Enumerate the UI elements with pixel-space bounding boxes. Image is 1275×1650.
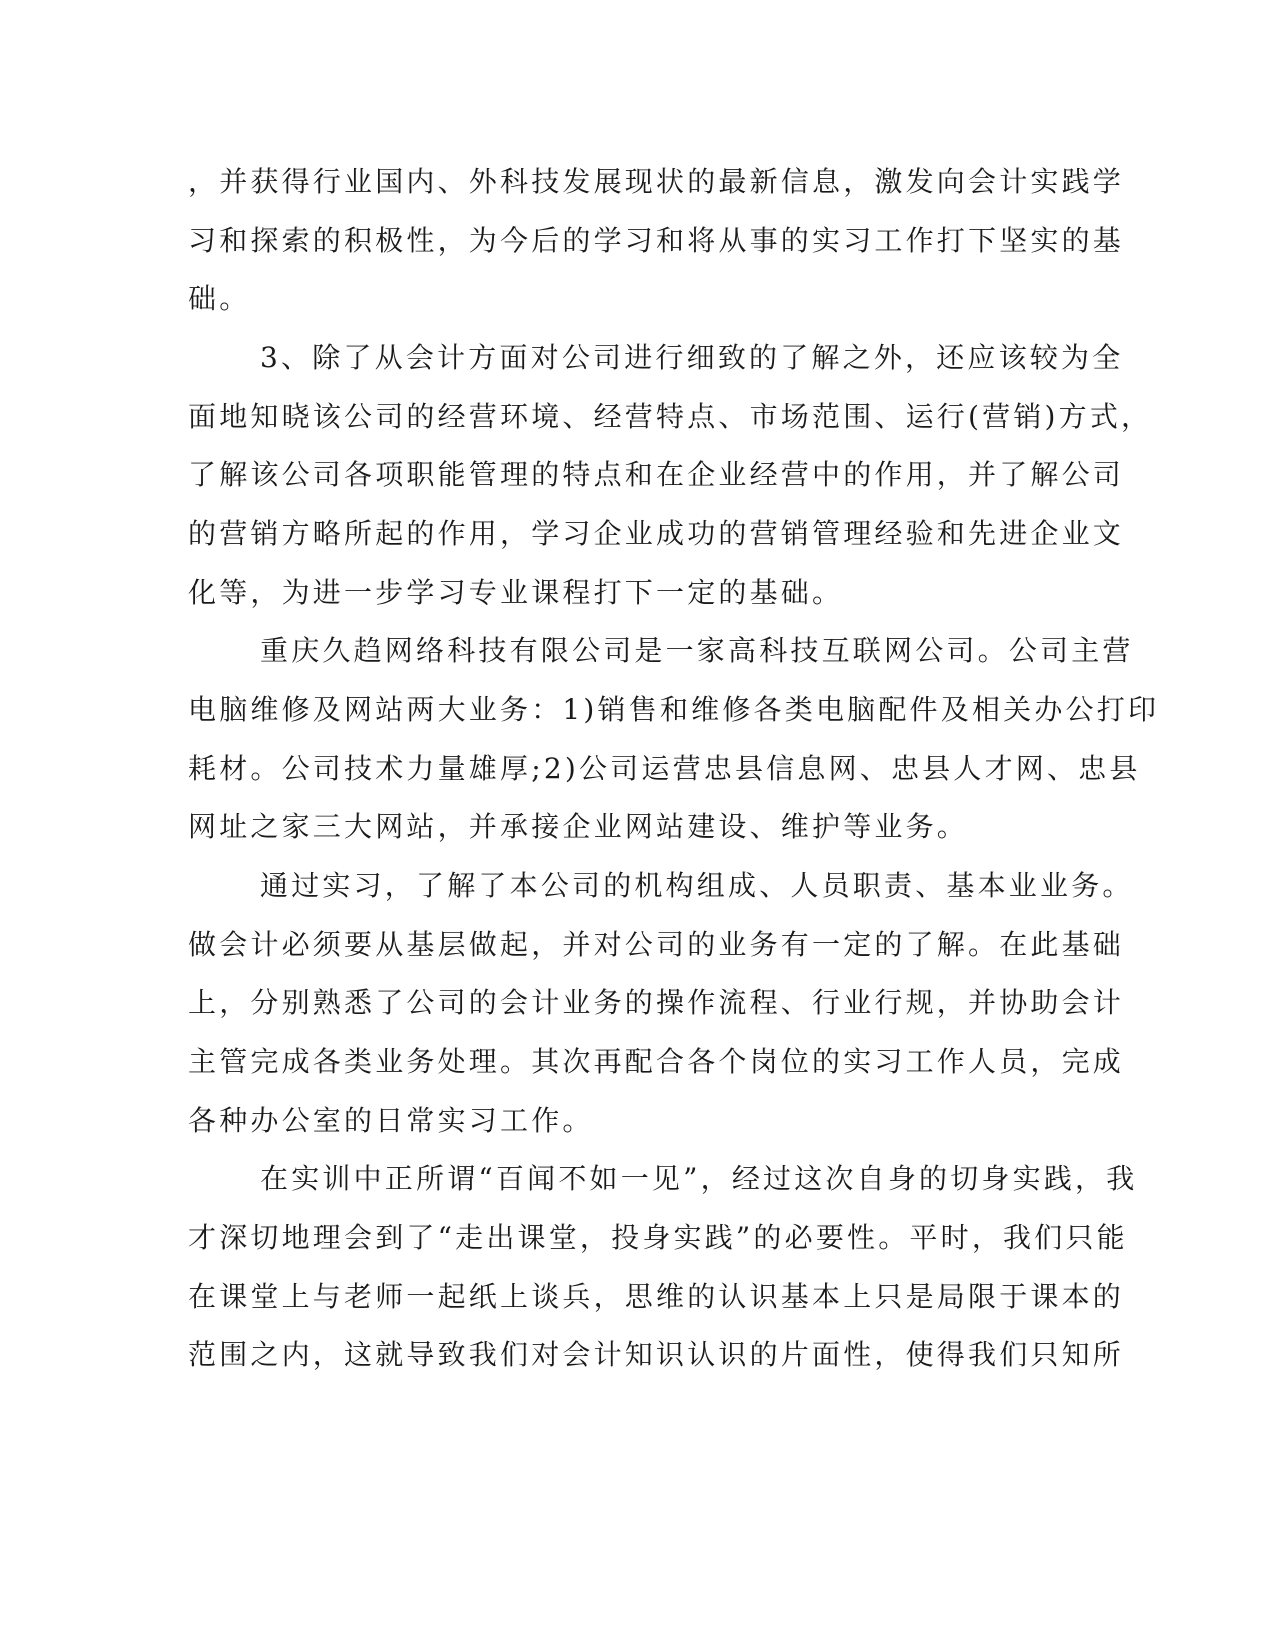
text-line: 在课堂上与老师一起纸上谈兵，思维的认识基本上只是局限于课本的 — [188, 1280, 1125, 1313]
paragraph-start-line: 在实训中正所谓“百闻不如一见”，经过这次自身的切身实践，我 — [260, 1162, 1138, 1195]
text-line: 上，分别熟悉了公司的会计业务的操作流程、行业行规，并协助会计 — [188, 986, 1125, 1019]
paragraph-start-line: 3、除了从会计方面对公司进行细致的了解之外，还应该较为全 — [260, 341, 1124, 374]
text-line: 础。 — [188, 282, 251, 315]
text-line: 主管完成各类业务处理。其次再配合各个岗位的实习工作人员，完成 — [188, 1045, 1125, 1078]
text-line: 习和探索的积极性，为今后的学习和将从事的实习工作打下坚实的基 — [188, 224, 1125, 257]
text-line: 做会计必须要从基层做起，并对公司的业务有一定的了解。在此基础 — [188, 928, 1125, 961]
text-line: 化等，为进一步学习专业课程打下一定的基础。 — [188, 576, 844, 609]
text-line: 电脑维修及网站两大业务：1)销售和维修各类电脑配件及相关办公打印 — [188, 693, 1160, 726]
text-line: 网址之家三大网站，并承接企业网站建设、维护等业务。 — [188, 810, 969, 843]
text-line: ，并获得行业国内、外科技发展现状的最新信息，激发向会计实践学 — [188, 165, 1125, 198]
text-line: 才深切地理会到了“走出课堂，投身实践”的必要性。平时，我们只能 — [188, 1221, 1128, 1254]
paragraph-start-line: 通过实习，了解了本公司的机构组成、人员职责、基本业业务。 — [260, 869, 1134, 902]
text-line: 了解该公司各项职能管理的特点和在企业经营中的作用，并了解公司 — [188, 458, 1125, 491]
paragraph-start-line: 重庆久趋网络科技有限公司是一家高科技互联网公司。公司主营 — [260, 634, 1134, 667]
text-line: 的营销方略所起的作用，学习企业成功的营销管理经验和先进企业文 — [188, 517, 1125, 550]
text-line: 耗材。公司技术力量雄厚;2)公司运营忠县信息网、忠县人才网、忠县 — [188, 752, 1141, 785]
text-line: 面地知晓该公司的经营环境、经营特点、市场范围、运行(营销)方式， — [188, 400, 1153, 433]
text-line: 范围之内，这就导致我们对会计知识认识的片面性，使得我们只知所 — [188, 1338, 1125, 1371]
text-line: 各种办公室的日常实习工作。 — [188, 1104, 594, 1137]
